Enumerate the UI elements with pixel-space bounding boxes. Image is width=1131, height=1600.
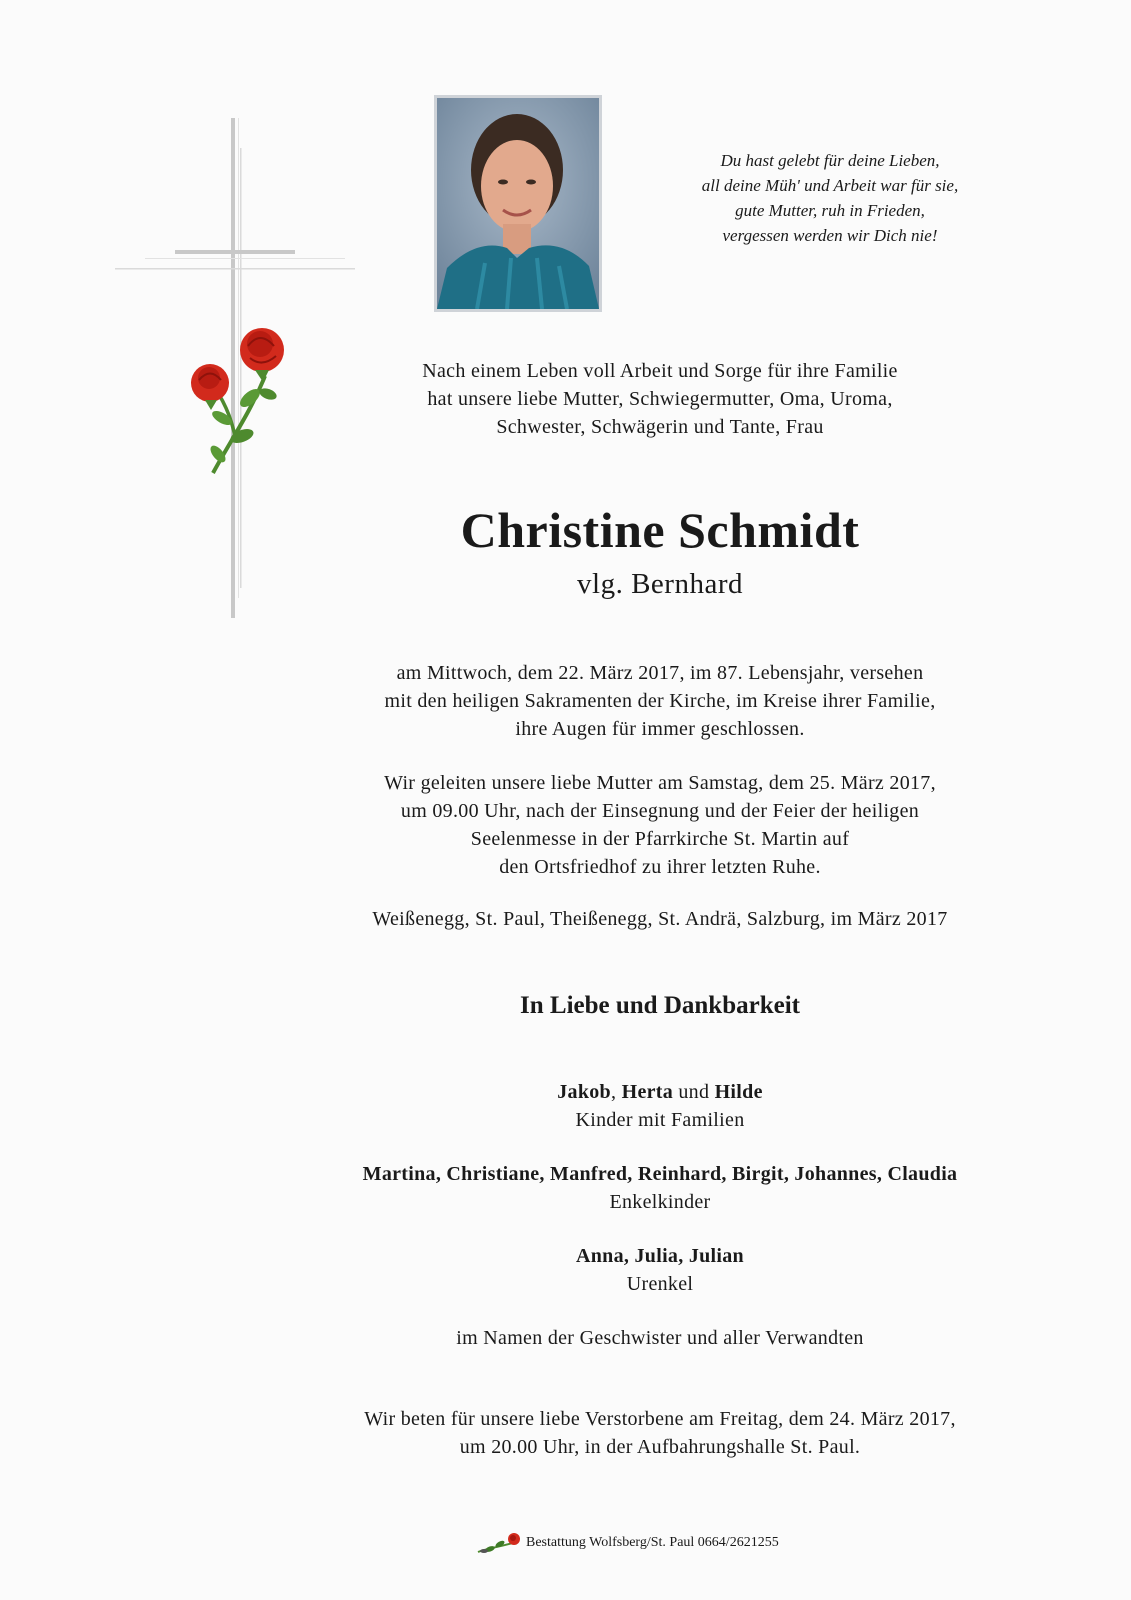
intro-text: [300, 357, 1020, 441]
grandchildren-names: [300, 1160, 1020, 1188]
child-name: Jakob: [557, 1081, 611, 1103]
intro-line: Schwester, Schwägerin und Tante, Frau: [496, 416, 824, 438]
grandchildren-names-text: Martina, Christiane, Manfred, Reinhard, Birgit, Johannes, Claudia: [362, 1163, 958, 1185]
children-names: [300, 1078, 1020, 1106]
child-name: Hilde: [714, 1081, 763, 1103]
grandchildren-role: Enkelkinder: [609, 1191, 711, 1213]
poem-line: Du hast gelebt für deine Lieben,: [720, 151, 940, 170]
death-line: mit den heiligen Sakramenten der Kirche, im Kreise ihrer Familie,: [384, 690, 936, 712]
intro-line: hat unsere liebe Mutter, Schwiegermutter, Oma, Uroma,: [427, 388, 893, 410]
places-date: Weißenegg, St. Paul, Theißenegg, St. Andrä, Salzburg, im März 2017: [372, 908, 948, 930]
portrait-image-icon: [437, 98, 599, 309]
greatgrandchildren-names-text: Anna, Julia, Julian: [576, 1245, 744, 1267]
thanks-heading: In Liebe und Dankbarkeit: [520, 992, 800, 1019]
relatives-line: im Namen der Geschwister und aller Verwandten: [456, 1327, 864, 1349]
greatgrandchildren-names: [300, 1242, 1020, 1270]
prayer-line: Wir beten für unsere liebe Verstorbene am Freitag, dem 24. März 2017,: [364, 1408, 956, 1430]
death-line: ihre Augen für immer geschlossen.: [515, 718, 805, 740]
funeral-notice: [300, 769, 1020, 881]
children-block: [300, 1078, 1020, 1134]
funeral-line: um 09.00 Uhr, nach der Einsegnung und der Feier der heiligen: [400, 800, 920, 822]
funeral-home-footer: [476, 1526, 816, 1560]
funeral-line: Wir geleiten unsere liebe Mutter am Samstag, dem 25. März 2017,: [384, 772, 936, 794]
death-notice: [300, 659, 1020, 743]
prayer-notice: [300, 1405, 1020, 1461]
rose-logo-icon: [476, 1530, 522, 1556]
funeral-line: den Ortsfriedhof zu ihrer letzten Ruhe.: [499, 856, 821, 878]
funeral-line: Seelenmesse in der Pfarrkirche St. Martin auf: [470, 828, 850, 850]
footer-text: Bestattung Wolfsberg/St. Paul 0664/2621255: [526, 1535, 779, 1550]
poem-line: gute Mutter, ruh in Frieden,: [735, 201, 925, 220]
greatgrandchildren-block: [300, 1242, 1020, 1298]
poem-line: all deine Müh' und Arbeit war für sie,: [701, 176, 959, 195]
death-line: am Mittwoch, dem 22. März 2017, im 87. Lebensjahr, versehen: [396, 662, 924, 684]
greatgrandchildren-role: Urenkel: [626, 1273, 694, 1295]
portrait-photo: [434, 95, 602, 312]
poem-line: vergessen werden wir Dich nie!: [722, 226, 938, 245]
name-separator: und: [673, 1081, 715, 1103]
poem: [640, 148, 1020, 248]
deceased-name: Christine Schmidt: [460, 502, 860, 558]
children-role: Kinder mit Familien: [575, 1109, 745, 1131]
grandchildren-block: [300, 1160, 1020, 1216]
deceased-alias: vlg. Bernhard: [577, 568, 743, 600]
prayer-line: um 20.00 Uhr, in der Aufbahrungshalle St. Paul.: [459, 1436, 861, 1458]
name-separator: ,: [610, 1081, 622, 1103]
child-name: Herta: [621, 1081, 674, 1103]
intro-line: Nach einem Leben voll Arbeit und Sorge für ihre Familie: [422, 360, 898, 382]
